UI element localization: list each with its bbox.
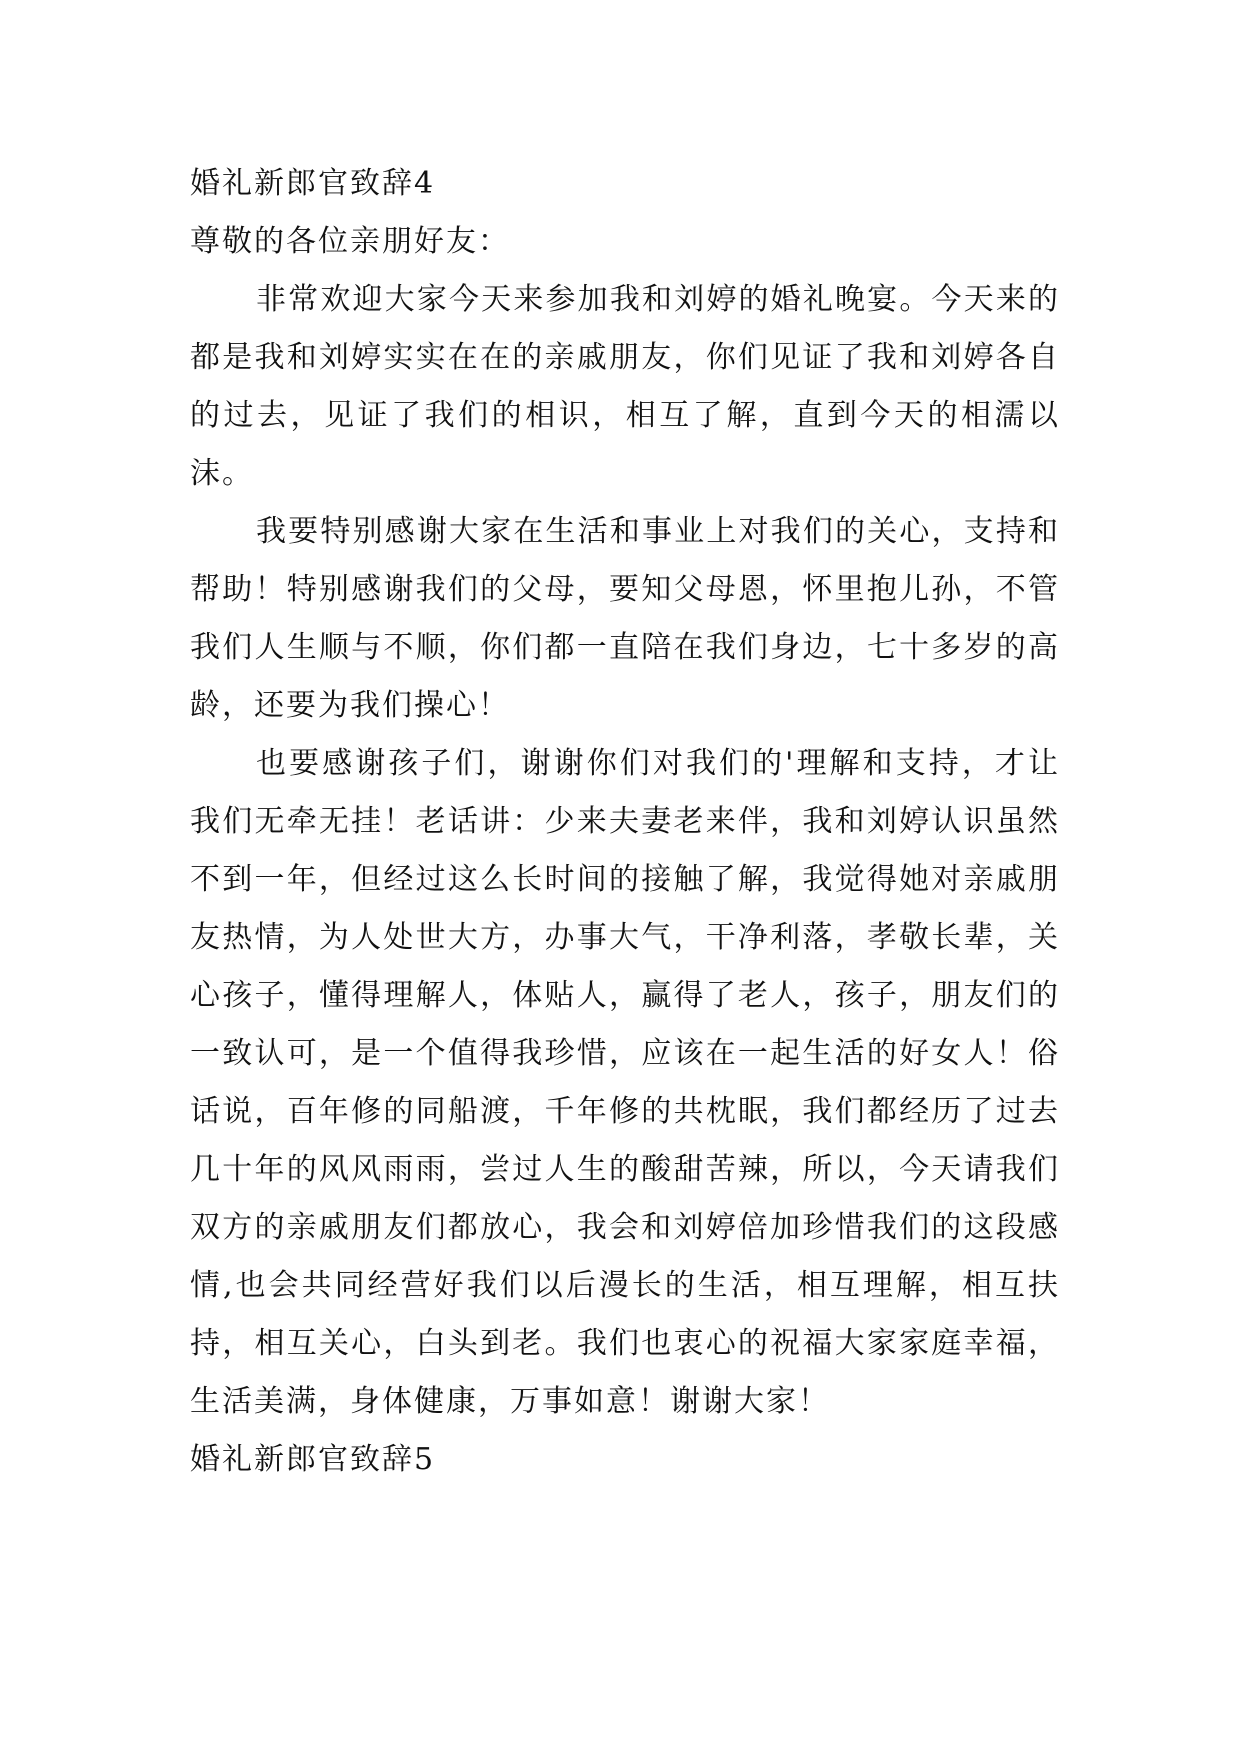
section-heading-5: 婚礼新郎官致辞5 [190, 1442, 436, 1477]
section-heading-4: 婚礼新郎官致辞4 [190, 166, 436, 201]
paragraph-thanks-children: 也要感谢孩子们，谢谢你们对我们的'理解和支持，才让我们无牵无挂！老话讲：少来夫妻老来伴，我和刘婷认识虽然不到一年，但经过这么长时间的接触了解，我觉得她对亲戚朋友热情，为人处世大方，办事大气，干净利落，孝敬长辈，关心孩子，懂得理解人，体贴人，赢得了老人，孩子，朋友们的一致认可，是一个值得我珍惜，应该在一起生活的好女人！俗话说，百年修的同船渡，千年修的共枕眠，我们都经历了过去几十年的风风雨雨，尝过人生的酸甜苦辣，所以，今天请我们双方的亲戚朋友们都放心，我会和刘婷倍加珍惜我们的这段感情,也会共同经营好我们以后漫长的生活，相互理解，相互扶持，相互关心，白头到老。我们也衷心的祝福大家家庭幸福，生活美满，身体健康，万事如意！谢谢大家！ [190, 746, 1060, 1419]
paragraph-thanks-parents: 我要特别感谢大家在生活和事业上对我们的关心，支持和帮助！特别感谢我们的父母，要知父母恩，怀里抱儿孙，不管我们人生顺与不顺，你们都一直陪在我们身边，七十多岁的高龄，还要为我们操心！ [190, 514, 1060, 723]
document-body [190, 155, 1060, 1489]
paragraph-welcome: 非常欢迎大家今天来参加我和刘婷的婚礼晚宴。今天来的都是我和刘婷实实在在的亲戚朋友，你们见证了我和刘婷各自的过去，见证了我们的相识，相互了解，直到今天的相濡以沫。 [190, 282, 1060, 491]
salutation: 尊敬的各位亲朋好友： [190, 224, 510, 259]
